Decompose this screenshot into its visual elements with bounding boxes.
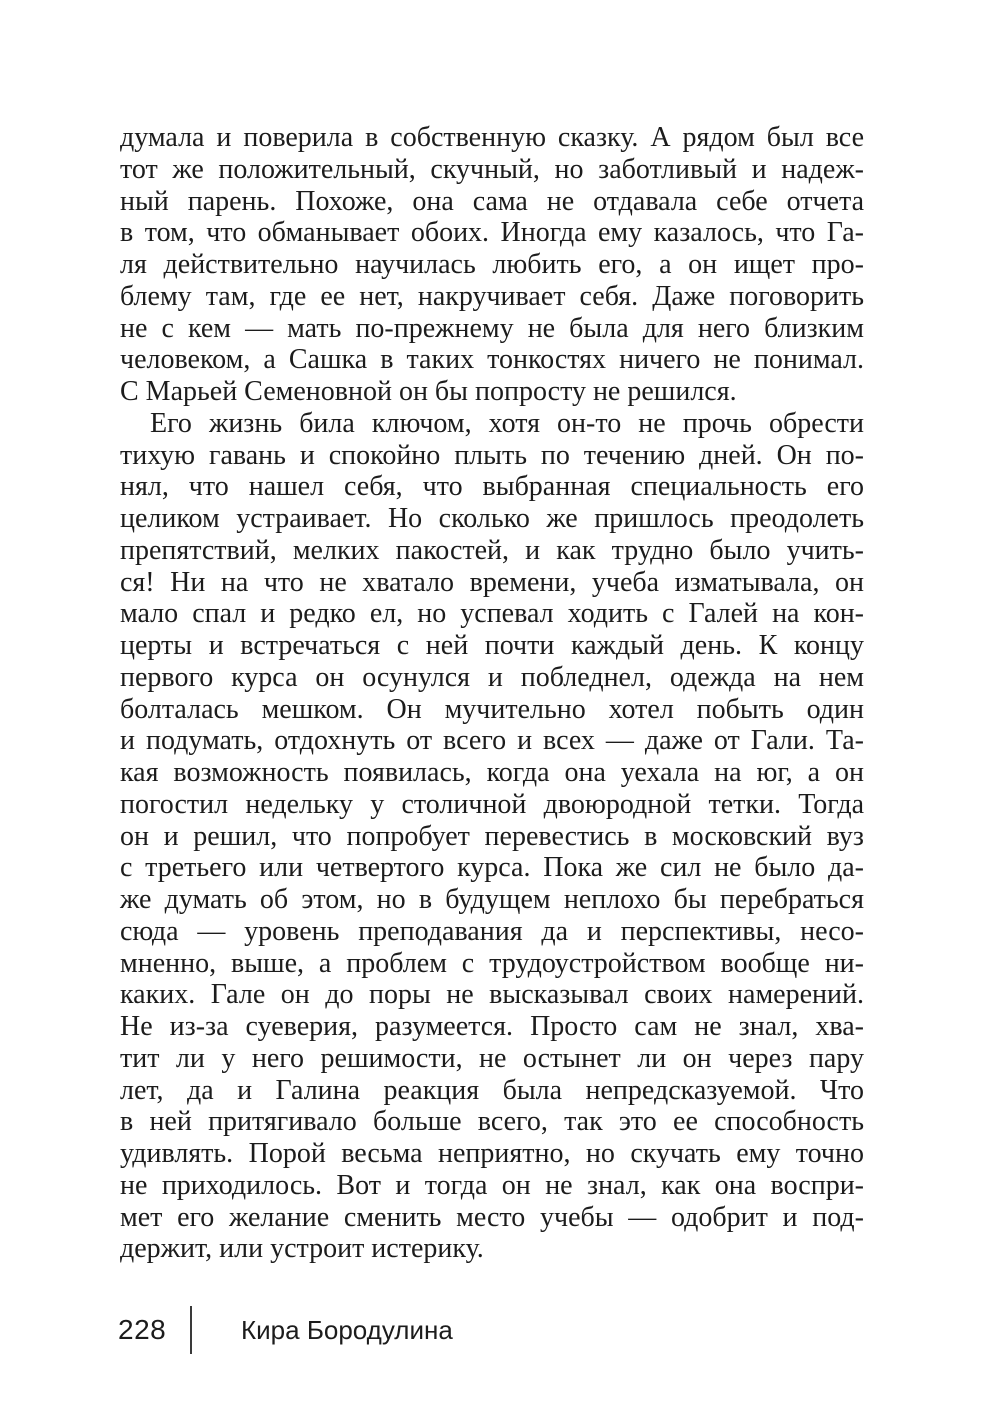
text-line: погостил недельку у столичной двоюродной тетки. Тогда bbox=[120, 788, 864, 820]
text-line: думала и поверила в собственную сказку. А рядом был все bbox=[120, 122, 864, 153]
text-line: же думать об этом, но в будущем неплохо бы перебраться bbox=[120, 884, 864, 915]
text-line: с третьего или четвертого курса. Пока же сил не было да- bbox=[120, 852, 864, 884]
text-line: целиком устраивает. Но сколько же пришлось преодолеть bbox=[120, 503, 864, 534]
text-line: тот же положительный, скучный, но заботливый и надеж- bbox=[120, 153, 864, 185]
text-line: мненно, выше, а проблем с трудоустройством вообще ни- bbox=[120, 947, 864, 979]
text-line: удивлять. Порой весьма неприятно, но скучать ему точно bbox=[120, 1138, 864, 1169]
text-line: не с кем — мать по-прежнему не была для него близким bbox=[120, 312, 864, 344]
text-line: болталась мешком. Он мучительно хотел побыть один bbox=[120, 693, 864, 725]
text-line: первого курса он осунулся и побледнел, одежда на нем bbox=[120, 661, 864, 693]
text-line: кая возможность появилась, когда она уехала на юг, а он bbox=[120, 757, 864, 788]
text-line: не приходилось. Вот и тогда он не знал, как она воспри- bbox=[120, 1169, 864, 1201]
text-line: лет, да и Галина реакция была непредсказуемой. Что bbox=[120, 1074, 864, 1106]
text-line: тит ли у него решимости, не остынет ли он через пару bbox=[120, 1042, 864, 1074]
text-line: мало спал и редко ел, но успевал ходить с Галей на кон- bbox=[120, 598, 864, 630]
text-line: Не из-за суеверия, разумеется. Просто сам не знал, хва- bbox=[120, 1011, 864, 1042]
text-line: Его жизнь била ключом, хотя он-то не прочь обрести bbox=[150, 407, 864, 439]
page-text bbox=[120, 122, 864, 1265]
text-line: каких. Гале он до поры не высказывал своих намерений. bbox=[120, 979, 864, 1011]
text-line: держит, или устроит истерику. bbox=[120, 1233, 484, 1265]
page-number: 228 bbox=[118, 1314, 167, 1345]
text-line: блему там, где ее нет, накручивает себя. Даже поговорить bbox=[120, 280, 864, 312]
text-line: в ней притягивало больше всего, так это ее способность bbox=[120, 1106, 864, 1138]
text-line: мет его желание сменить место учебы — одобрит и под- bbox=[120, 1201, 864, 1233]
author-name: Кира Бородулина bbox=[241, 1314, 453, 1345]
text-line: он и решил, что попробует перевестись в московский вуз bbox=[120, 820, 864, 852]
text-line: ля действительно научилась любить его, а он ищет про- bbox=[120, 249, 864, 280]
text-line: ся! Ни на что не хватало времени, учеба изматывала, он bbox=[120, 566, 864, 598]
footer-divider bbox=[190, 1306, 192, 1354]
text-line: препятствий, мелких пакостей, и как трудно было учить- bbox=[120, 534, 864, 566]
text-line: церты и встречаться с ней почти каждый день. К концу bbox=[120, 630, 864, 661]
text-line: в том, что обманывает обоих. Иногда ему казалось, что Га- bbox=[120, 217, 864, 249]
text-line: сюда — уровень преподавания да и перспективы, несо- bbox=[120, 915, 864, 947]
text-line: и подумать, отдохнуть от всего и всех — даже от Гали. Та- bbox=[120, 725, 864, 757]
text-line: ный парень. Похоже, она сама не отдавала себе отчета bbox=[120, 185, 864, 217]
text-line: нял, что нашел себя, что выбранная специальность его bbox=[120, 471, 864, 503]
text-line: тихую гавань и спокойно плыть по течению дней. Он по- bbox=[120, 439, 864, 471]
text-line: человеком, а Сашка в таких тонкостях ничего не понимал. bbox=[120, 344, 864, 376]
text-line: С Марьей Семеновной он бы попросту не решился. bbox=[120, 376, 737, 407]
page-footer bbox=[118, 1306, 453, 1354]
